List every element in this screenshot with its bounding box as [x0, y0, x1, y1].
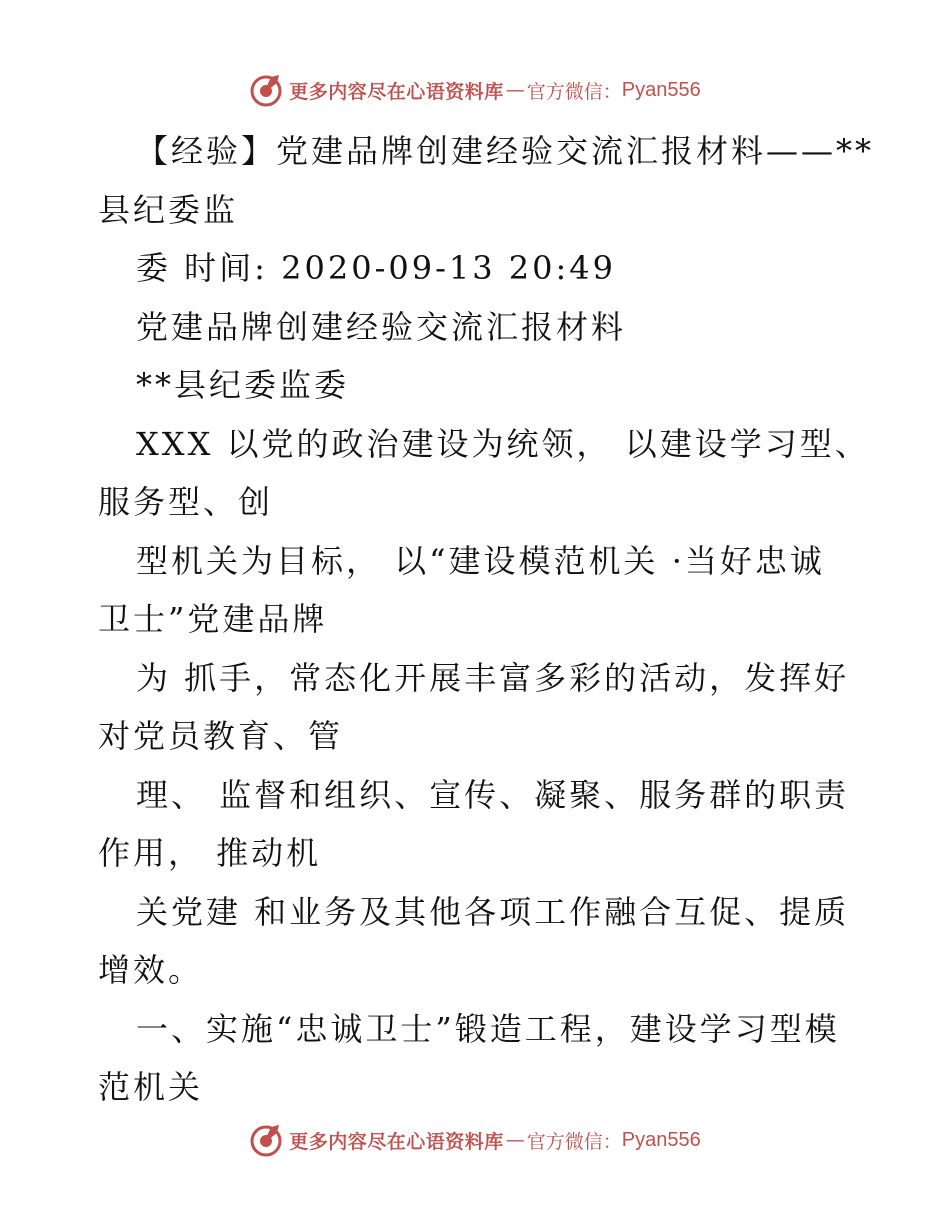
- watermark-wechat-id: Pyan556: [621, 1128, 701, 1151]
- document-subtitle: 党建品牌创建经验交流汇报材料: [136, 307, 627, 346]
- footer-watermark: [0, 1120, 950, 1160]
- paragraph-line: 型机关为目标， 以“建设模范机关 ·当好忠诚: [136, 541, 825, 580]
- watermark-wechat-label: 官方微信：: [526, 1130, 622, 1153]
- watermark-main-text: 更多内容尽在心语资料库: [289, 80, 504, 103]
- document-title-line-2: 县纪委监: [98, 190, 239, 229]
- paragraph-line: 关党建 和业务及其他各项工作融合互促、提质: [136, 892, 850, 931]
- watermark-separator: —: [505, 79, 525, 101]
- header-watermark: [0, 70, 950, 110]
- document-title-line-1: 【经验】党建品牌创建经验交流汇报材料——**: [136, 132, 875, 170]
- paragraph-line: XXX 以党的政治建设为统领， 以建设学习型、: [136, 424, 870, 463]
- paragraph-line: 卫士”党建品牌: [98, 600, 328, 638]
- pen-logo-icon: [249, 1123, 283, 1157]
- watermark-separator: —: [505, 1129, 525, 1151]
- paragraph-line: 对党员教育、管: [98, 717, 344, 755]
- watermark-wechat-label: 官方微信：: [526, 80, 622, 103]
- document-author: **县纪委监委: [136, 366, 350, 404]
- paragraph-line: 为 抓手，常态化开展丰富多彩的活动，发挥好: [136, 658, 850, 697]
- paragraph-line: 作用， 推动机: [98, 834, 322, 872]
- paragraph-line: 增效。: [98, 951, 204, 989]
- section-heading-line: 范机关: [98, 1068, 204, 1106]
- document-time-line: 委 时间: 2020-09-13 20:49: [136, 249, 617, 287]
- paragraph-line: 服务型、创: [98, 483, 274, 521]
- watermark-main-text: 更多内容尽在心语资料库: [289, 1130, 504, 1153]
- watermark-wechat-id: Pyan556: [621, 78, 701, 101]
- document-body: [98, 122, 875, 1117]
- section-heading-line: 一、实施“忠诚卫士”锻造工程，建设学习型模: [136, 1009, 840, 1048]
- paragraph-line: 理、 监督和组织、宣传、凝聚、服务群的职责: [136, 775, 850, 814]
- pen-logo-icon: [249, 73, 283, 107]
